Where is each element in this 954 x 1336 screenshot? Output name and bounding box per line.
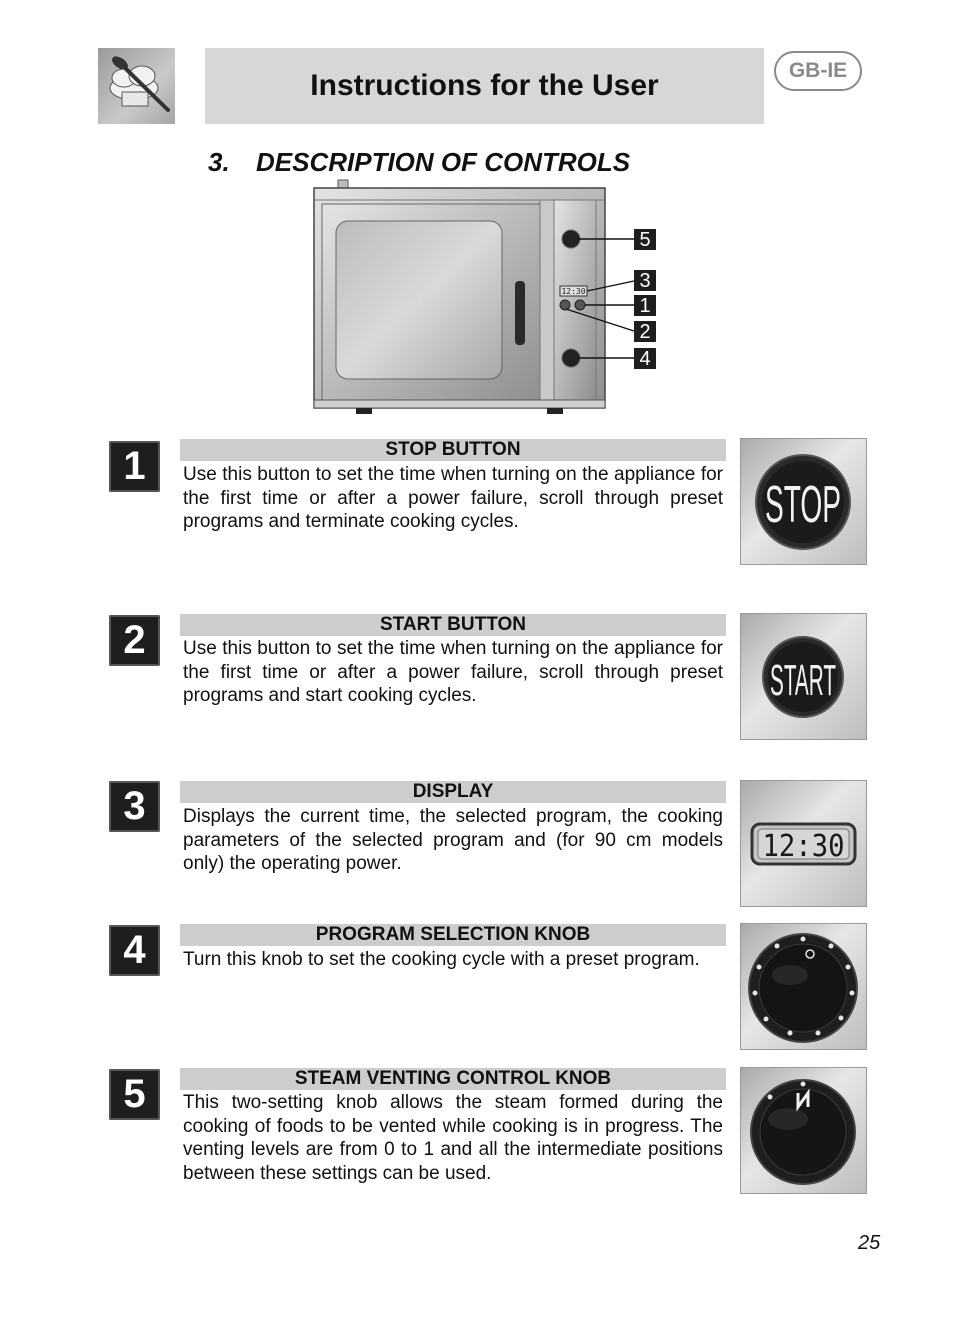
callout-2-label: 2 xyxy=(639,321,651,343)
callout-1-label: 1 xyxy=(639,295,651,317)
item-number-badge: 1 xyxy=(109,441,160,492)
stop-button-description: Use this button to set the time when turning on the appliance for the first time or after a power failure, scroll through preset programs and terminate cooking cycles. xyxy=(183,464,723,532)
stop-button-image-label: STOP xyxy=(765,476,841,534)
steam-knob-image xyxy=(740,1067,867,1194)
start-button-image-label: START xyxy=(770,656,836,705)
item-number-badge: 4 xyxy=(109,925,160,976)
control-panel xyxy=(554,200,596,400)
display-heading: DISPLAY xyxy=(180,781,726,803)
start-button-image xyxy=(740,613,867,740)
program-knob-heading: PROGRAM SELECTION KNOB xyxy=(180,924,726,946)
header-bar xyxy=(205,48,764,124)
stop-button-heading: STOP BUTTON xyxy=(180,439,726,461)
page-title: Instructions for the User xyxy=(310,69,659,102)
page-number: 25 xyxy=(858,1232,881,1254)
chef-logo xyxy=(98,48,175,124)
door-window xyxy=(336,221,502,379)
steam-knob-heading: STEAM VENTING CONTROL KNOB xyxy=(180,1068,726,1090)
steam-knob-icon xyxy=(740,1067,867,1194)
item-number-badge: 2 xyxy=(109,615,160,666)
callout-5-label: 5 xyxy=(639,229,651,251)
program-knob-description: Turn this knob to set the cooking cycle with a preset program. xyxy=(183,949,700,970)
steam-knob-description: This two-setting knob allows the steam formed during the cooking of foods to be vented while cooking is in progress. The venting levels are from 0 to 1 and all the intermediate positions between these settings can be used. xyxy=(183,1092,723,1184)
start-button-heading: START BUTTON xyxy=(180,614,726,636)
callout-3-label: 3 xyxy=(639,270,651,292)
start-button-description: Use this button to set the time when turning on the appliance for the first time or after a power failure, scroll through preset programs and start cooking cycles. xyxy=(183,638,723,706)
oven-foot xyxy=(547,408,563,414)
oven-illustration xyxy=(310,178,665,418)
region-badge: GB-IE xyxy=(774,51,862,91)
door-handle xyxy=(515,281,525,345)
display-icon xyxy=(740,780,867,907)
display-image xyxy=(740,780,867,907)
stop-button-icon xyxy=(740,438,867,565)
section-title xyxy=(208,147,630,178)
section-number: 3. xyxy=(208,147,230,177)
display-image-label: 12:30 xyxy=(762,829,845,864)
item-number-badge: 5 xyxy=(109,1069,160,1120)
display-mini-text: 12:30 xyxy=(561,287,586,296)
program-knob-icon xyxy=(562,349,580,367)
program-knob-image xyxy=(740,923,867,1050)
steam-knob-icon xyxy=(562,230,580,248)
oven-foot xyxy=(356,408,372,414)
stop-button-image xyxy=(740,438,867,565)
callout-4-label: 4 xyxy=(639,348,651,370)
section-title-text: DESCRIPTION OF CONTROLS xyxy=(256,147,631,177)
display-description: Displays the current time, the selected program, the cooking parameters of the selected program and (for 90 cm models only) the operating power. xyxy=(183,806,723,874)
item-number-badge: 3 xyxy=(109,781,160,832)
program-knob-icon xyxy=(740,923,867,1050)
stop-mini-icon xyxy=(560,300,570,310)
start-mini-icon xyxy=(575,300,585,310)
start-button-icon xyxy=(740,613,867,740)
chef-hat-spoon-icon xyxy=(98,48,175,124)
